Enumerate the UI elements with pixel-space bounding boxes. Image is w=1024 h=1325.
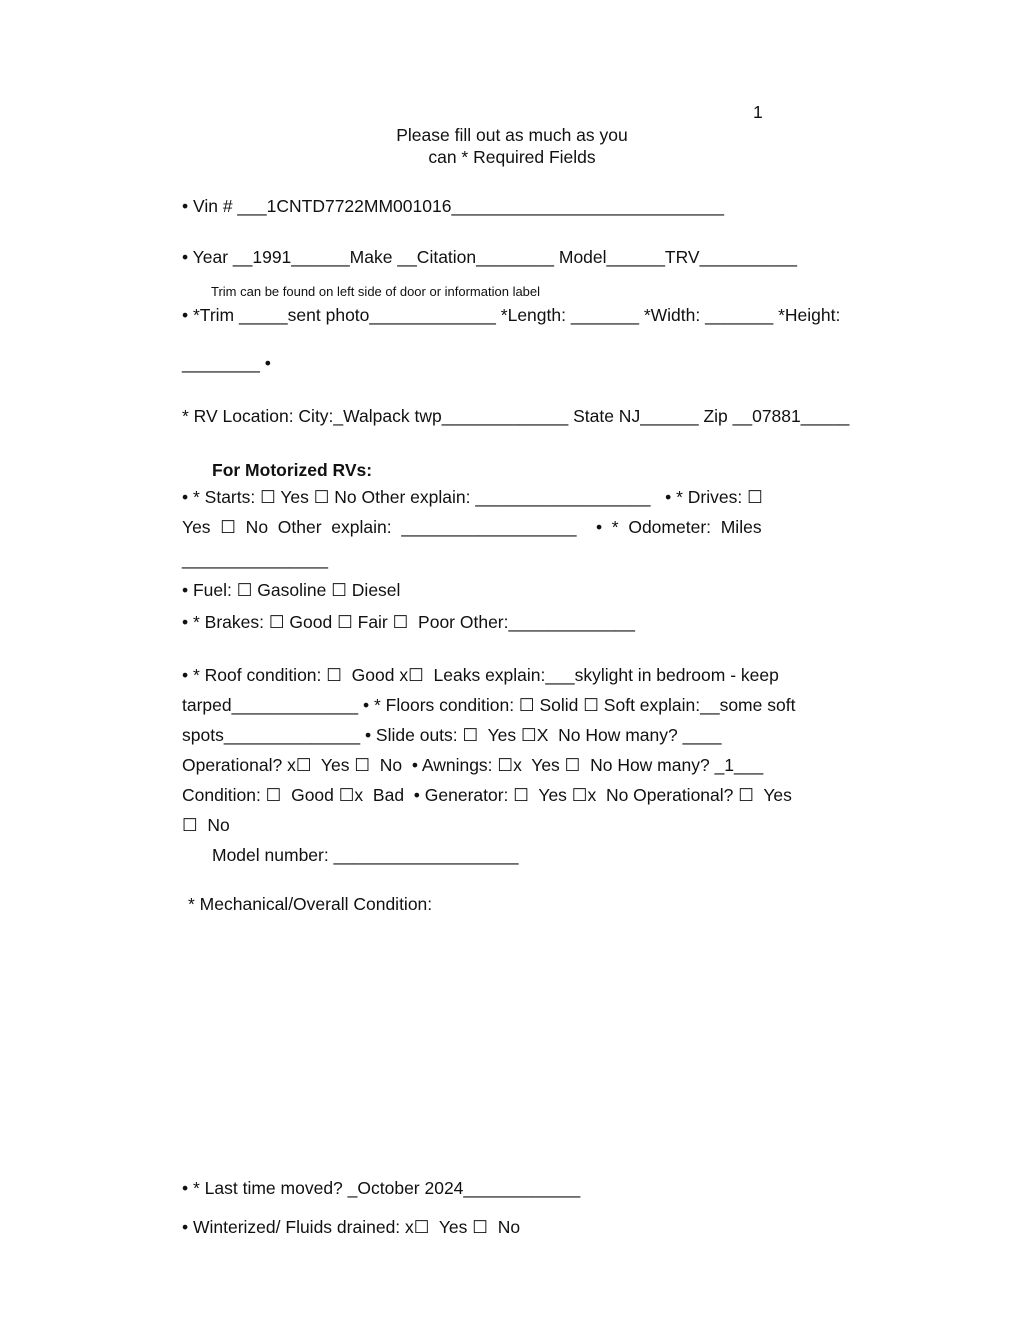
generator-field: Condition: ☐ Good ☐x Bad • Generator: ☐ Yes ☐x No Operational? ☐ Yes [182,785,792,805]
odometer-blank: _______________ [182,549,328,569]
brakes-field: • * Brakes: ☐ Good ☐ Fair ☐ Poor Other:_____________ [182,612,636,632]
slide-outs-field: spots______________ • Slide outs: ☐ Yes ☐X No How many? ____ [182,725,722,745]
model-number-field: Model number: ___________________ [212,845,519,865]
starts-field: • * Starts: ☐ Yes ☐ No Other explain: __________________ • * Drives: ☐ [182,487,763,507]
vin-field: • Vin # ___1CNTD7722MM001016____________________________ [182,196,724,216]
generator-no-option: ☐ No [182,815,230,835]
rv-location-field: * RV Location: City:_Walpack twp_____________ State NJ______ Zip __07881_____ [182,406,850,426]
header-line-1: Please fill out as much as you [396,125,628,145]
drives-field: Yes ☐ No Other explain: __________________ • * Odometer: Miles [182,517,762,537]
year-make-model-field: • Year __1991______Make __Citation________ Model______TRV__________ [182,247,797,267]
winterized-field: • Winterized/ Fluids drained: x☐ Yes ☐ No [182,1217,521,1237]
last-moved-field: • * Last time moved? _October 2024____________ [182,1178,581,1198]
header-line-2: can * Required Fields [428,147,596,167]
motorized-heading: For Motorized RVs: [212,460,373,480]
trim-dimensions-field: • *Trim _____sent photo_____________ *Length: _______ *Width: _______ *Height: [182,305,841,325]
trim-note: Trim can be found on left side of door or information label [211,284,541,299]
awnings-field: Operational? x☐ Yes ☐ No • Awnings: ☐x Yes ☐ No How many? _1___ [182,755,764,775]
roof-condition-field: • * Roof condition: ☐ Good x☐ Leaks explain:___skylight in bedroom - keep [182,665,779,685]
mechanical-condition-label: * Mechanical/Overall Condition: [188,894,433,914]
height-blank: ________ • [182,353,271,373]
floors-condition-field: tarped_____________ • * Floors condition: ☐ Solid ☐ Soft explain:__some soft [182,695,796,715]
fuel-field: • Fuel: ☐ Gasoline ☐ Diesel [182,580,401,600]
page-number: 1 [753,102,763,122]
